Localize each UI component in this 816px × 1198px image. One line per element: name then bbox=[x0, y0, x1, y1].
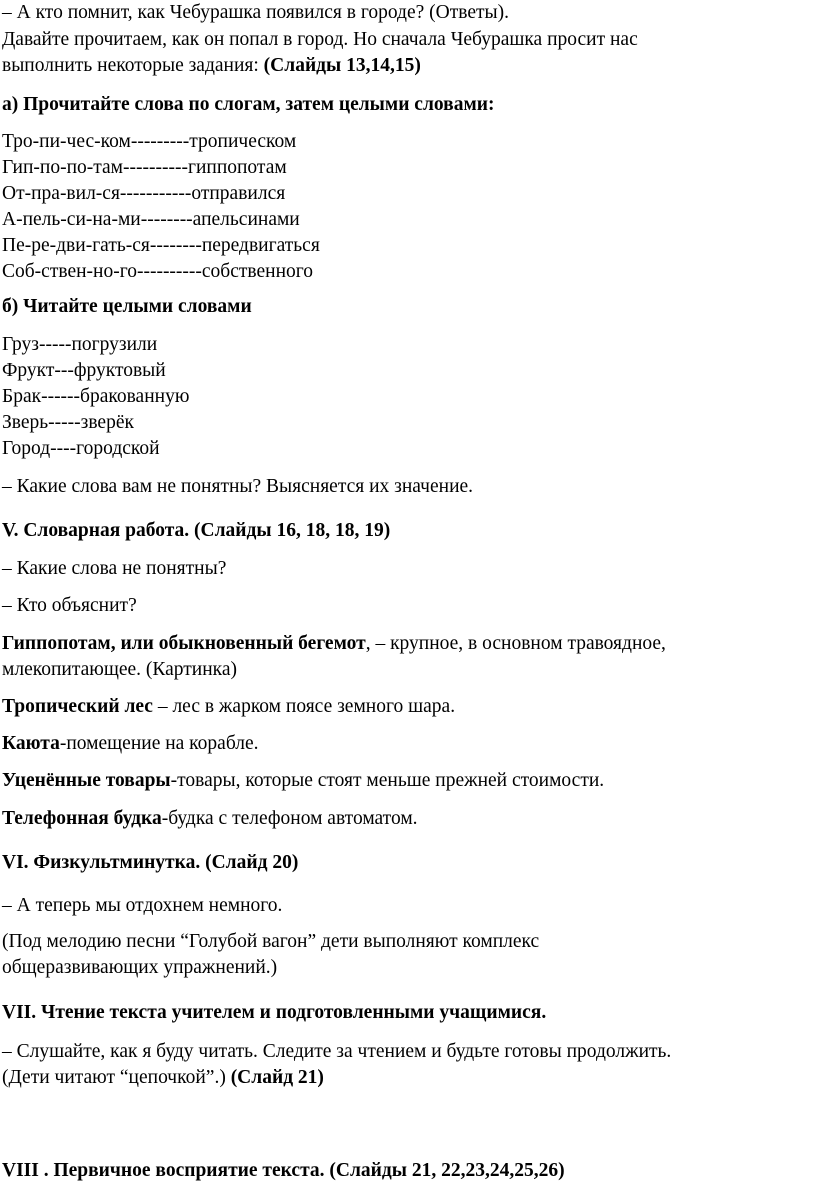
intro-line-3-text: выполнить некоторые задания: bbox=[2, 55, 264, 76]
section-v-question-1: – Какие слова не понятны? bbox=[2, 558, 227, 579]
section-v-heading: V. Словарная работа. (Слайды 16, 18, 18, 19) bbox=[2, 520, 391, 541]
section-a-heading: а) Прочитайте слова по слогам, затем целыми словами: bbox=[2, 94, 495, 115]
definition-hippo-line-2: млекопитающее. (Картинка) bbox=[2, 659, 237, 680]
section-vii-line-1: – Слушайте, как я буду читать. Следите за чтением и будьте готовы продолжить. bbox=[2, 1041, 672, 1062]
definition-phone-booth: Телефонная будка-будка с телефоном автоматом. bbox=[2, 808, 418, 829]
word-item: Брак------бракованную bbox=[2, 386, 190, 407]
section-b-heading: б) Читайте целыми словами bbox=[2, 296, 252, 317]
syllable-item: Соб-ствен-но-го----------собственного bbox=[2, 261, 314, 282]
syllable-item: Гип-по-по-там----------гиппопотам bbox=[2, 157, 287, 178]
intro-line-1: – А кто помнит, как Чебурашка появился в городе? (Ответы). bbox=[2, 2, 509, 23]
section-vi-heading: VI. Физкультминутка. (Слайд 20) bbox=[2, 852, 299, 873]
definition-discounted-goods: Уценённые товары-товары, которые стоят меньше прежней стоимости. bbox=[2, 770, 605, 791]
syllable-item: Пе-ре-дви-гать-ся--------передвигаться bbox=[2, 235, 320, 256]
definition-cabin: Каюта-помещение на корабле. bbox=[2, 733, 259, 754]
word-item: Фрукт---фруктовый bbox=[2, 360, 166, 381]
section-vii-line-2: (Дети читают “цепочкой”.) (Слайд 21) bbox=[2, 1067, 324, 1088]
section-viii-heading: VIII . Первичное восприятие текста. (Слайды 21, 22,23,24,25,26) bbox=[2, 1160, 565, 1181]
word-item: Зверь-----зверёк bbox=[2, 412, 134, 433]
section-v-question-2: – Кто объяснит? bbox=[2, 595, 137, 616]
intro-slides-ref: (Слайды 13,14,15) bbox=[263, 55, 421, 76]
word-item: Груз-----погрузили bbox=[2, 334, 158, 355]
syllable-item: А-пель-си-на-ми--------апельсинами bbox=[2, 209, 300, 230]
section-vi-line-2: (Под мелодию песни “Голубой вагон” дети выполняют комплекс bbox=[2, 931, 540, 952]
syllable-item: От-пра-вил-ся-----------отправился bbox=[2, 183, 286, 204]
definition-hippo: Гиппопотам, или обыкновенный бегемот, – крупное, в основном травоядное, bbox=[2, 633, 666, 654]
section-b-question: – Какие слова вам не понятны? Выясняется их значение. bbox=[2, 476, 474, 497]
intro-line-3 bbox=[2, 53, 421, 79]
section-vii-heading: VII. Чтение текста учителем и подготовленными учащимися. bbox=[2, 1002, 547, 1023]
section-vi-line-1: – А теперь мы отдохнем немного. bbox=[2, 895, 283, 916]
intro-line-2: Давайте прочитаем, как он попал в город. Но сначала Чебурашка просит нас bbox=[2, 29, 638, 50]
word-item: Город----городской bbox=[2, 438, 160, 459]
syllable-item: Тро-пи-чес-ком---------тропическом bbox=[2, 131, 297, 152]
definition-tropical-forest: Тропический лес – лес в жарком поясе земного шара. bbox=[2, 696, 456, 717]
section-vi-line-3: общеразвивающих упражнений.) bbox=[2, 957, 278, 978]
